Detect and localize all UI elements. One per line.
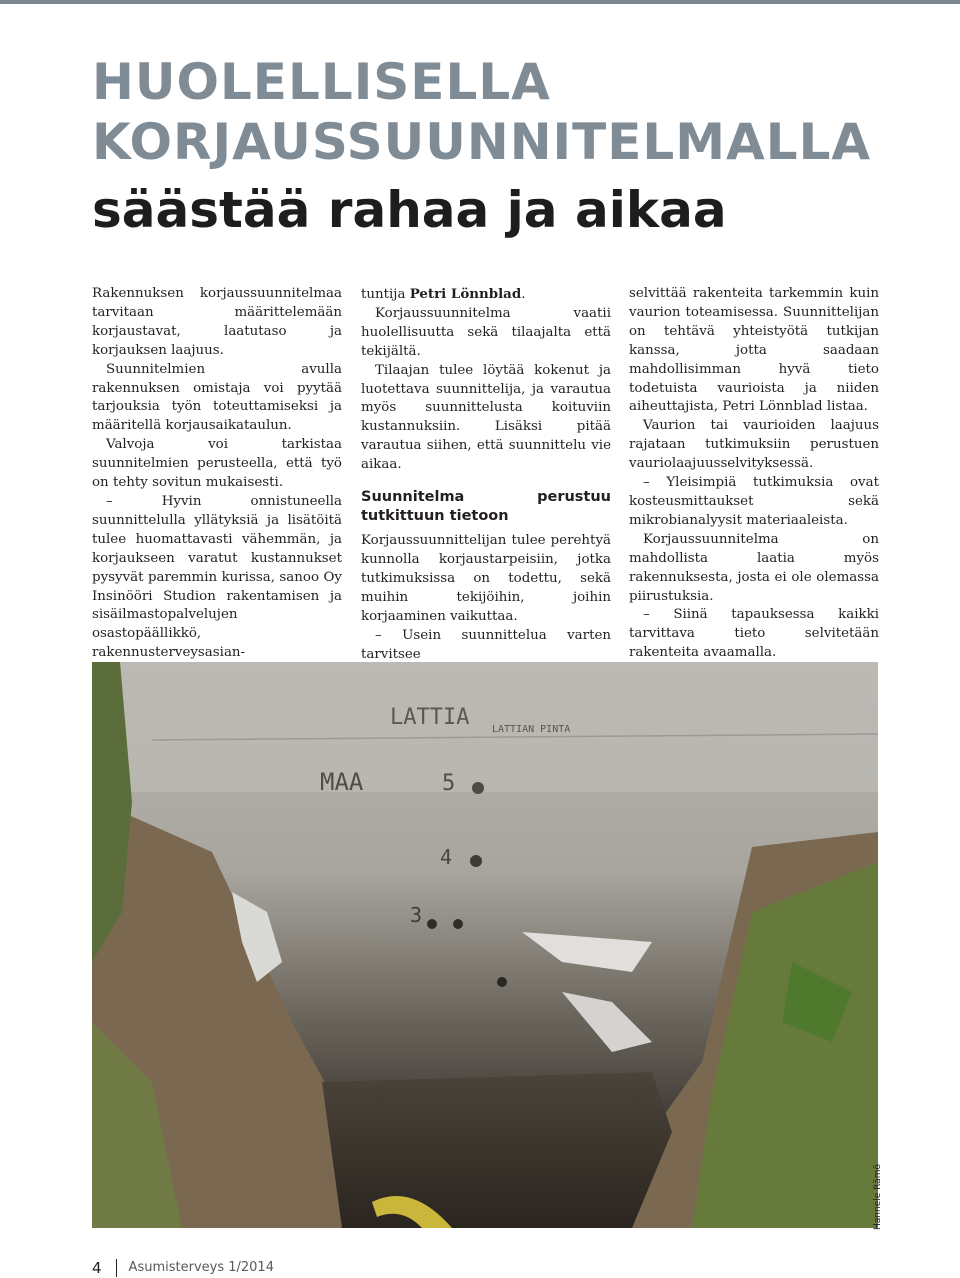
paragraph: Suunnitelmien avulla rakennuksen omistaja voi pyytää tarjouksia työn toteuttamiseksi ja määritellä korjausaikataulun. bbox=[92, 361, 342, 434]
paragraph: Valvoja voi tarkistaa suunnitelmien perusteella, että työ on tehty sovitun mukaisesti. bbox=[92, 437, 342, 491]
person-name: Petri Lönnblad bbox=[409, 286, 522, 302]
foundation-photo-drawing bbox=[92, 662, 878, 1228]
paragraph: Korjaussuunnittelijan tulee perehtyä kunnolla korjaustarpeisiin, jotka tutkimuksissa on todettu, sekä muihin tekijöihin, joihin korjaaminen vaikuttaa. bbox=[361, 533, 611, 624]
drill-hole bbox=[472, 782, 484, 794]
paragraph bbox=[361, 285, 611, 305]
paragraph: Korjaussuunnitelma vaatii huolellisuutta sekä tilaajalta että tekijältä. bbox=[361, 305, 611, 359]
depth-mark-3: 3 bbox=[410, 903, 423, 927]
text-run: tuntija bbox=[361, 287, 410, 302]
column-3 bbox=[629, 285, 879, 663]
title-line-1: HUOLELLISELLA bbox=[92, 53, 551, 111]
paragraph: Korjaussuunnitelma on mahdollista laatia myös rakennuksesta, josta ei ole olemassa piirustuksia. bbox=[629, 531, 879, 604]
paragraph: Vaurion tai vaurioiden laajuus rajataan tutkimuksiin perustuen vauriolaajuusselvityksessä. bbox=[629, 418, 879, 472]
footer-separator bbox=[116, 1259, 117, 1277]
paragraph: – Usein suunnittelua varten tarvitsee bbox=[361, 627, 611, 662]
drill-hole bbox=[497, 977, 507, 987]
drill-hole bbox=[453, 919, 463, 929]
paragraph: – Hyvin onnistuneella suunnittelulla yllätyksiä ja lisätöitä tulee huomattavasti vähemmän, ja korjaukseen varatut kustannukset pysyvät paremmin kurissa, sanoo Oy Insinööri Studion rakentamisen ja sisäilmastopalvelujen osastopäällikkö, rakennusterveysasian- bbox=[92, 493, 342, 661]
wall-text-maa: MAA bbox=[320, 768, 364, 796]
paragraph: selvittää rakenteita tarkemmin kuin vaurion toteamisessa. Suunnittelijan on tehtävä yhteistyötä tutkijan kanssa, jotta saadaan mahdollisimman hyvä tieto todetuista vaurioista ja niiden aiheuttajista, Petri Lönnblad listaa. bbox=[629, 286, 879, 415]
wall-upper-surface bbox=[102, 662, 878, 792]
drill-hole bbox=[427, 919, 437, 929]
title-line-2: KORJAUSSUUNNITELMALLA bbox=[92, 113, 872, 171]
depth-mark-4: 4 bbox=[440, 845, 453, 869]
page-footer bbox=[92, 1258, 274, 1278]
magazine-issue: Asumisterveys 1/2014 bbox=[128, 1260, 274, 1275]
paragraph: – Siinä tapauksessa kaikki tarvittava tieto selvitetään rakenteita avaamalla. bbox=[629, 607, 879, 661]
depth-mark-5: 5 bbox=[442, 771, 456, 796]
text-run: . bbox=[521, 287, 526, 302]
photo-credit: Hannele Rämö bbox=[873, 1164, 883, 1230]
column-2 bbox=[361, 285, 611, 664]
top-rule bbox=[0, 0, 960, 4]
page-number: 4 bbox=[92, 1259, 102, 1277]
paragraph: Rakennuksen korjaussuunnitelmaa tarvitaan määrittelemään korjaustavat, laatutaso ja korjauksen laajuus. bbox=[92, 286, 342, 358]
wall-text-lattian-pinta: LATTIAN PINTA bbox=[492, 724, 571, 735]
foundation-photo bbox=[92, 662, 878, 1228]
paragraph: – Yleisimpiä tutkimuksia ovat kosteusmittaukset sekä mikrobianalyysit materiaaleista. bbox=[629, 475, 879, 528]
article-title bbox=[92, 52, 912, 242]
drill-hole bbox=[470, 855, 482, 867]
column-1 bbox=[92, 285, 342, 663]
section-heading: Suunnitelma perustuu tutkittuun tietoon bbox=[361, 489, 611, 525]
title-subline: säästää rahaa ja aikaa bbox=[92, 181, 727, 239]
paragraph: Tilaajan tulee löytää kokenut ja luotettava suunnittelija, ja varautua myös suunnittelusta koituviin kustannuksiin. Lisäksi pitää varautua siihen, että suunnittelu vie aikaa. bbox=[361, 362, 611, 473]
wall-text-lattia: LATTIA bbox=[390, 705, 470, 730]
